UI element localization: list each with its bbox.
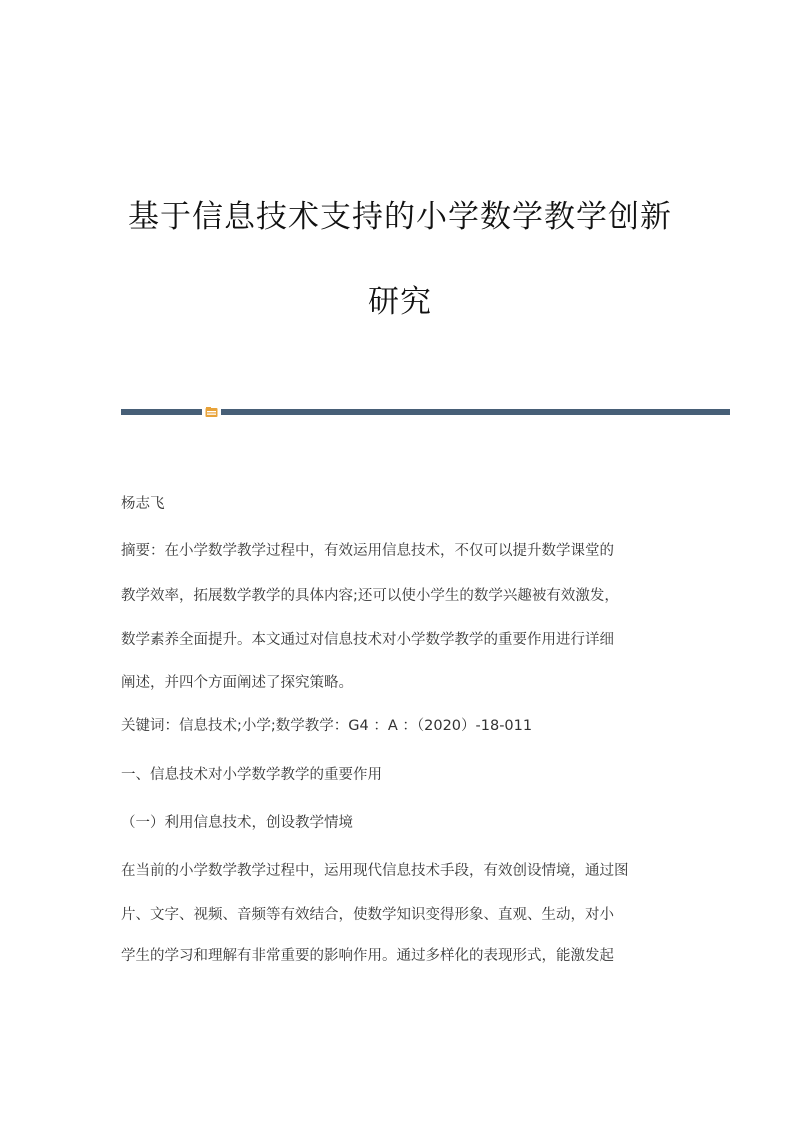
body-line-2: 片、文字、视频、音频等有效结合，使数学知识变得形象、直观、生动，对小 [121,907,614,923]
document-title-line-1: 基于信息技术支持的小学数学教学创新 [128,199,672,235]
title-divider-left [121,409,202,415]
folder-icon [205,406,218,418]
body-line-3: 学生的学习和理解有非常重要的影响作用。通过多样化的表现形式，能激发起 [121,948,614,964]
title-divider-right [221,409,730,415]
document-title-line-2: 研究 [368,284,432,320]
subsection-heading: （一）利用信息技术，创设教学情境 [121,815,353,831]
abstract-line-4: 阐述，并四个方面阐述了探究策略。 [121,675,353,691]
body-line-1: 在当前的小学数学教学过程中，运用现代信息技术手段，有效创设情境，通过图 [121,863,629,879]
abstract-line-3: 数学素养全面提升。本文通过对信息技术对小学数学教学的重要作用进行详细 [121,632,614,648]
abstract-line-2: 教学效率，拓展数学教学的具体内容;还可以使小学生的数学兴趣被有效激发， [121,588,619,604]
section-heading: 一、信息技术对小学数学教学的重要作用 [121,767,382,783]
keywords-line: 关键词：信息技术;小学;数学教学：G4 ：A ：（2020）-18-011 [121,718,533,734]
author-name: 杨志飞 [121,496,165,512]
abstract-line-1: 摘要：在小学数学教学过程中，有效运用信息技术，不仅可以提升数学课堂的 [121,543,614,559]
